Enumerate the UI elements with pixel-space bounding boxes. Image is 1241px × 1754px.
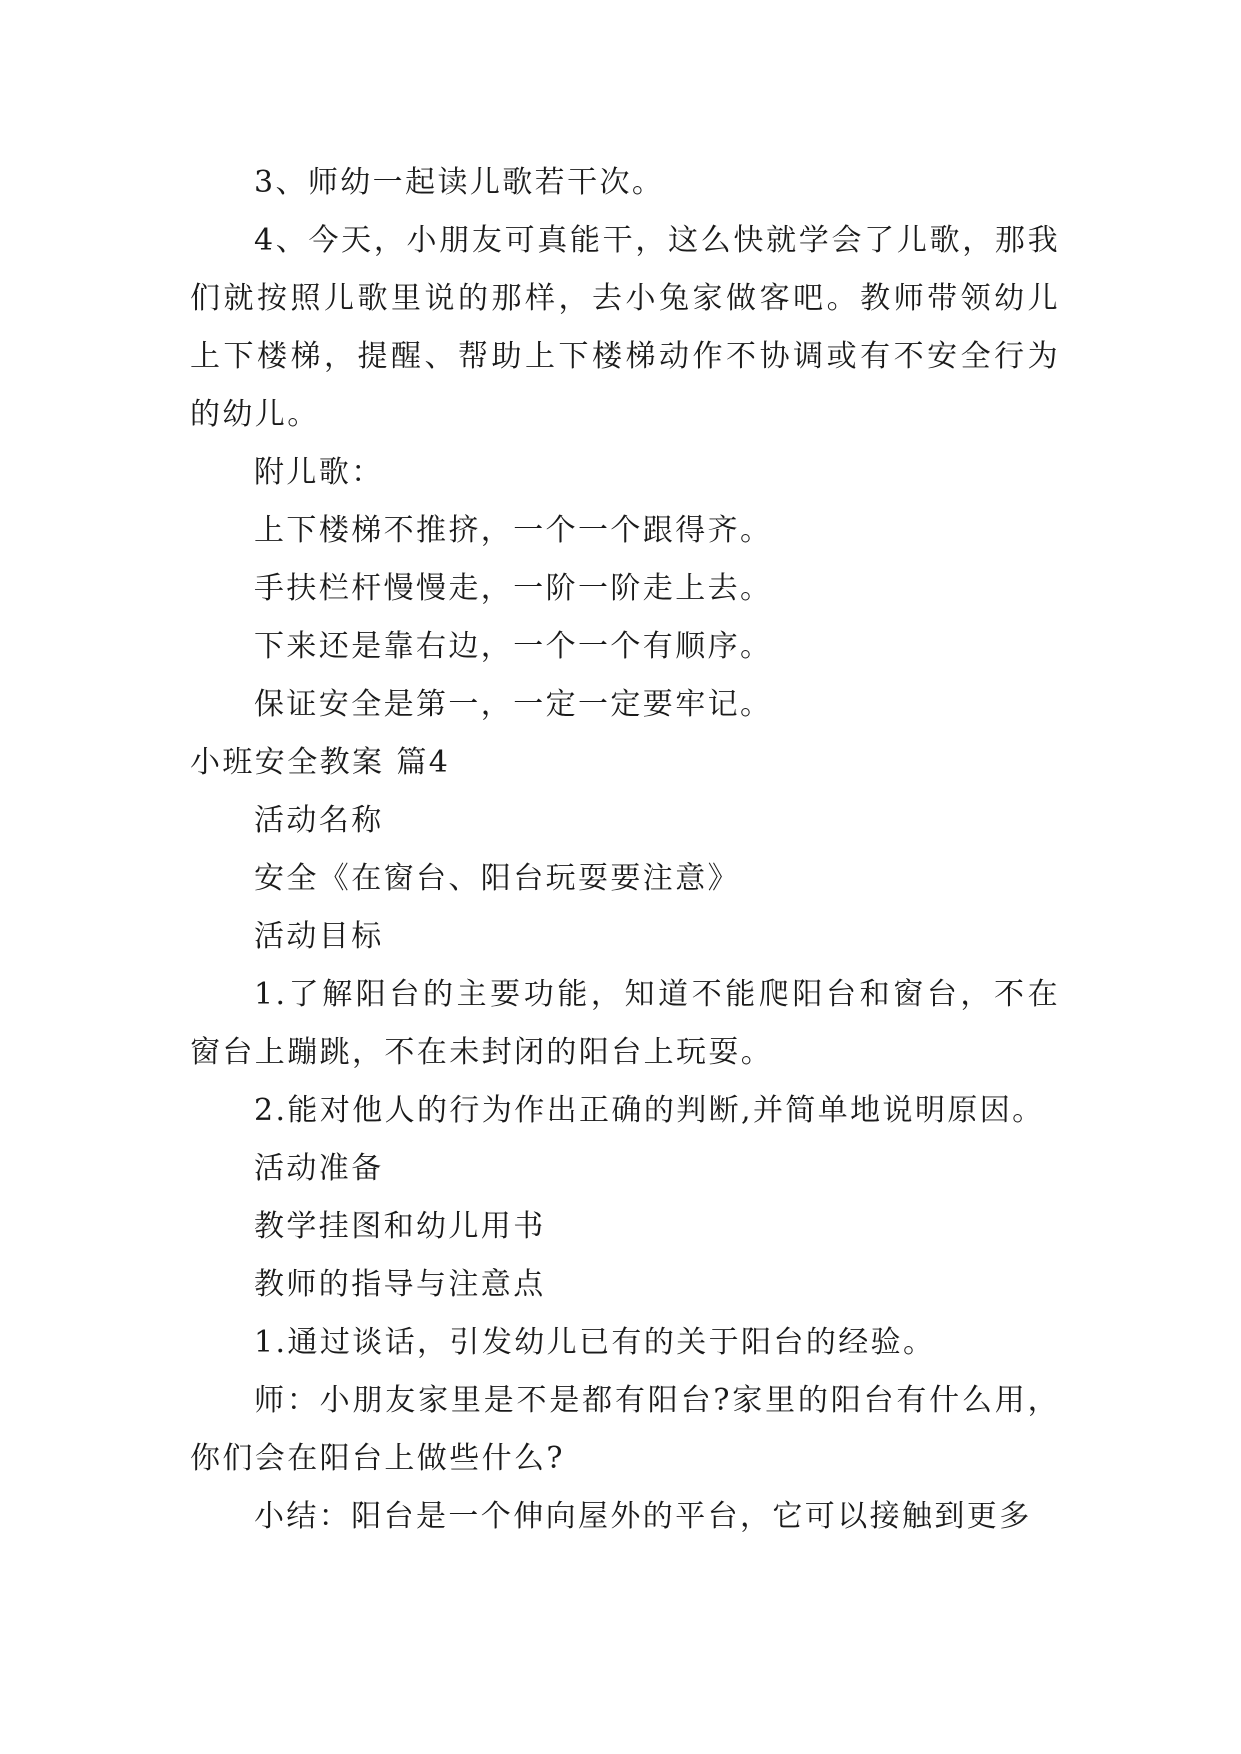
paragraph: 安全《在窗台、阳台玩耍要注意》 (254, 861, 740, 896)
paragraph: 活动名称 (254, 803, 384, 838)
paragraph: 活动准备 (254, 1151, 384, 1186)
paragraph: 教师的指导与注意点 (254, 1267, 546, 1302)
document-page (190, 154, 1060, 1546)
paragraph: 师：小朋友家里是不是都有阳台?家里的阳台有什么用，你们会在阳台上做些什么? (190, 1383, 1060, 1476)
rhyme-line: 下来还是靠右边，一个一个有顺序。 (254, 629, 773, 664)
rhyme-line: 保证安全是第一，一定一定要牢记。 (254, 687, 773, 722)
paragraph: 3、师幼一起读儿歌若干次。 (254, 165, 665, 200)
paragraph: 附儿歌： (254, 455, 384, 490)
paragraph: 小结：阳台是一个伸向屋外的平台，它可以接触到更多 (254, 1499, 1032, 1534)
paragraph: 1.通过谈话，引发幼儿已有的关于阳台的经验。 (254, 1325, 936, 1360)
rhyme-line: 上下楼梯不推挤，一个一个跟得齐。 (254, 513, 773, 548)
paragraph: 教学挂图和幼儿用书 (254, 1209, 546, 1244)
section-heading: 小班安全教案 篇4 (190, 745, 451, 780)
paragraph: 2.能对他人的行为作出正确的判断,并简单地说明原因。 (254, 1093, 1045, 1128)
paragraph: 4、今天，小朋友可真能干，这么快就学会了儿歌，那我们就按照儿歌里说的那样，去小兔家做客吧。教师带领幼儿上下楼梯，提醒、帮助上下楼梯动作不协调或有不安全行为的幼儿。 (190, 223, 1060, 432)
rhyme-line: 手扶栏杆慢慢走，一阶一阶走上去。 (254, 571, 773, 606)
paragraph: 活动目标 (254, 919, 384, 954)
paragraph: 1.了解阳台的主要功能，知道不能爬阳台和窗台，不在窗台上蹦跳，不在未封闭的阳台上玩耍。 (190, 977, 1060, 1070)
